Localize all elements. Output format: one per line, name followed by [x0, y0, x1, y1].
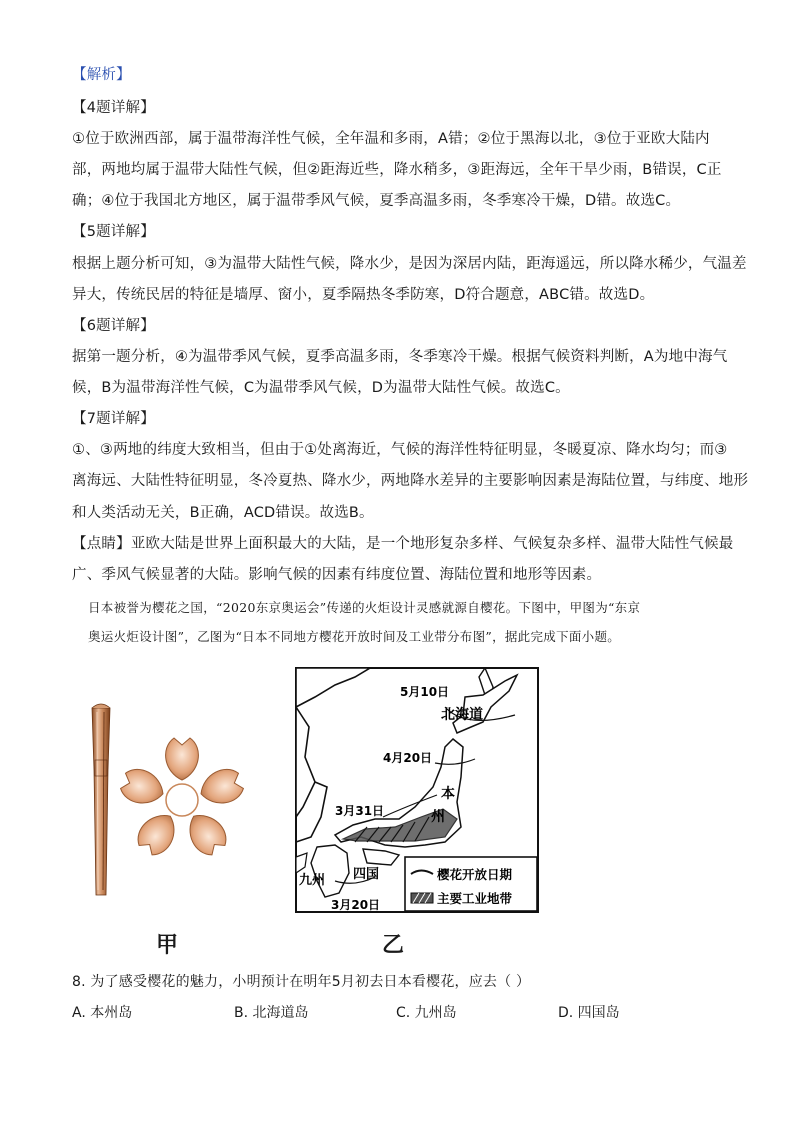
date-label-mar31: 3月31日: [335, 804, 385, 818]
choice-b[interactable]: B. 北海道岛: [234, 1005, 309, 1021]
q4-line-3: 确；④位于我国北方地区，属于温带季风气候，夏季高温多雨，冬季寒冷干燥，D错。故选C。: [72, 193, 681, 209]
choice-d[interactable]: D. 四国岛: [558, 1005, 620, 1021]
torch-icon: [92, 704, 110, 895]
map-legend: [405, 857, 537, 911]
figure-yi-label: 乙: [382, 933, 405, 958]
q4-line-1: ①位于欧洲西部，属于温带海洋性气候，全年温和多雨，A错；②位于黑海以北，③位于亚欧大陆内: [72, 131, 710, 147]
japan-sakura-map: [295, 667, 539, 913]
q4-line-2: 部，两地均属于温带大陆性气候，但②距海近些，降水稍多，③距海远，全年干旱少雨，B错误，C正: [72, 162, 722, 178]
q6-line-1: 据第一题分析，④为温带季风气候，夏季高温多雨，冬季寒冷干燥。根据气候资料判断，A为地中海气: [72, 349, 728, 365]
date-label-mar20: 3月20日: [331, 898, 381, 912]
legend-bloom-line: 樱花开放日期: [437, 867, 513, 882]
intro-line-2: 奥运火炬设计图”，乙图为“日本不同地方樱花开放时间及工业带分布图”，据此完成下面小题。: [88, 629, 621, 644]
intro-line-1: 日本被誉为樱花之国，“2020东京奥运会”传递的火炬设计灵感就源自樱花。下图中，甲图为“东京: [88, 600, 641, 615]
q6-title: 【6题详解】: [72, 318, 155, 334]
q4-title: 【4题详解】: [72, 100, 155, 116]
region-shikoku: 四国: [353, 867, 380, 882]
choice-c[interactable]: C. 九州岛: [396, 1005, 457, 1021]
q7-line-2: 离海远、大陆性特征明显，冬冷夏热、降水少，两地降水差异的主要影响因素是海陆位置，与纬度、地形: [72, 473, 749, 489]
q7-line-3: 和人类活动无关，B正确，ACD错误。故选B。: [72, 505, 374, 521]
summary-line-2: 广、季风气候显著的大陆。影响气候的因素有纬度位置、海陆位置和地形等因素。: [72, 567, 602, 583]
q5-title: 【5题详解】: [72, 224, 155, 240]
region-kyushu: 九州: [299, 873, 326, 888]
q7-line-1: ①、③两地的纬度大致相当，但由于①处离海近，气候的海洋性特征明显，冬暖夏凉、降水均匀；而③: [72, 442, 728, 458]
sakura-flower-icon: [118, 738, 246, 860]
figure-jia-label: 甲: [156, 933, 179, 958]
region-hokkaido: 北海道: [441, 707, 483, 723]
region-hon: 本: [441, 786, 455, 802]
summary-text-1: 亚欧大陆是世界上面积最大的大陆，是一个地形复杂多样、气候复杂多样、温带大陆性气候最: [130, 536, 734, 552]
question-8-stem: 8. 为了感受樱花的魅力，小明预计在明年5月初去日本看樱花，应去（ ）: [72, 974, 531, 990]
summary-tag: 【点睛】: [72, 536, 131, 552]
analysis-header: 【解析】: [72, 67, 131, 83]
region-shu: 州: [431, 809, 445, 825]
q7-title: 【7题详解】: [72, 411, 155, 427]
legend-industrial-belt: 主要工业地带: [437, 891, 513, 906]
summary-line-1: [72, 534, 734, 554]
date-label-apr20: 4月20日: [383, 751, 433, 765]
date-label-may10: 5月10日: [400, 685, 450, 699]
torch-figure: [82, 700, 252, 900]
q5-line-1: 根据上题分析可知，③为温带大陆性气候，降水少，是因为深居内陆，距海遥远，所以降水稀少，气温差: [72, 256, 747, 272]
q6-line-2: 候，B为温带海洋性气候，C为温带季风气候，D为温带大陆性气候。故选C。: [72, 380, 570, 396]
q5-line-2: 异大，传统民居的特征是墙厚、窗小，夏季隔热冬季防寒，D符合题意，ABC错。故选D。: [72, 287, 655, 303]
choice-a[interactable]: A. 本州岛: [72, 1005, 133, 1021]
